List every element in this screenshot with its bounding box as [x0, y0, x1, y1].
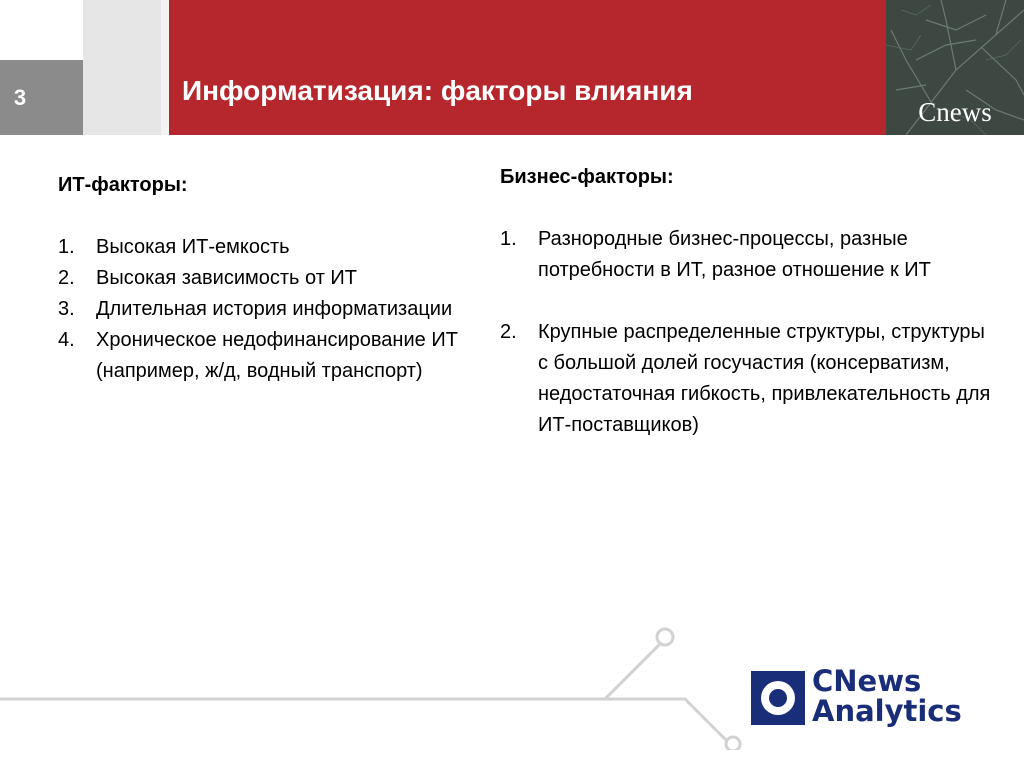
list-number: 2. — [500, 321, 517, 343]
list-spacer — [500, 286, 1000, 317]
header-gray-strip — [83, 0, 161, 135]
list-item — [58, 263, 458, 294]
list-item — [500, 317, 1000, 441]
list-item-text: Высокая ИТ-емкость — [96, 236, 290, 258]
list-number: 4. — [58, 329, 75, 351]
title-band — [169, 0, 886, 135]
list-item-text: Разнородные бизнес-процессы, разные потребности в ИТ, разное отношение к ИТ — [538, 228, 931, 281]
list-item-text: Длительная история информатизации — [96, 298, 453, 320]
logo-line-1: CNews — [812, 664, 922, 698]
business-factors-list — [500, 224, 1000, 441]
it-factors-column — [58, 170, 458, 387]
circuit-lines-decoration — [0, 620, 760, 750]
header-cnews-logo: Cnews — [918, 97, 992, 127]
list-number: 1. — [58, 236, 75, 258]
logo-line-2: Analytics — [812, 694, 962, 728]
list-number: 3. — [58, 298, 75, 320]
cnews-analytics-logo-text — [812, 666, 1012, 726]
slide-title: Информатизация: факторы влияния — [182, 75, 693, 106]
list-item-text: Хроническое недофинансирование ИТ (например, ж/д, водный транспорт) — [96, 329, 458, 382]
list-number: 2. — [58, 267, 75, 289]
business-factors-column — [500, 162, 1000, 441]
business-factors-heading: Бизнес-факторы: — [500, 166, 674, 188]
list-item — [58, 232, 458, 263]
list-item — [58, 294, 458, 325]
list-number: 1. — [500, 228, 517, 250]
slide-number: 3 — [13, 84, 27, 110]
list-item-text: Высокая зависимость от ИТ — [96, 267, 358, 289]
list-item — [500, 224, 1000, 286]
logo-ring-center — [769, 689, 787, 707]
list-item — [58, 325, 458, 387]
header-light-strip — [161, 0, 169, 135]
it-factors-list — [58, 232, 458, 387]
it-factors-heading: ИТ-факторы: — [58, 174, 188, 196]
list-item-text: Крупные распределенные структуры, структуры с большой долей госучастия (консерватизм, недостаточная гибкость, привлекательность для ИТ-поставщиков) — [538, 321, 991, 436]
